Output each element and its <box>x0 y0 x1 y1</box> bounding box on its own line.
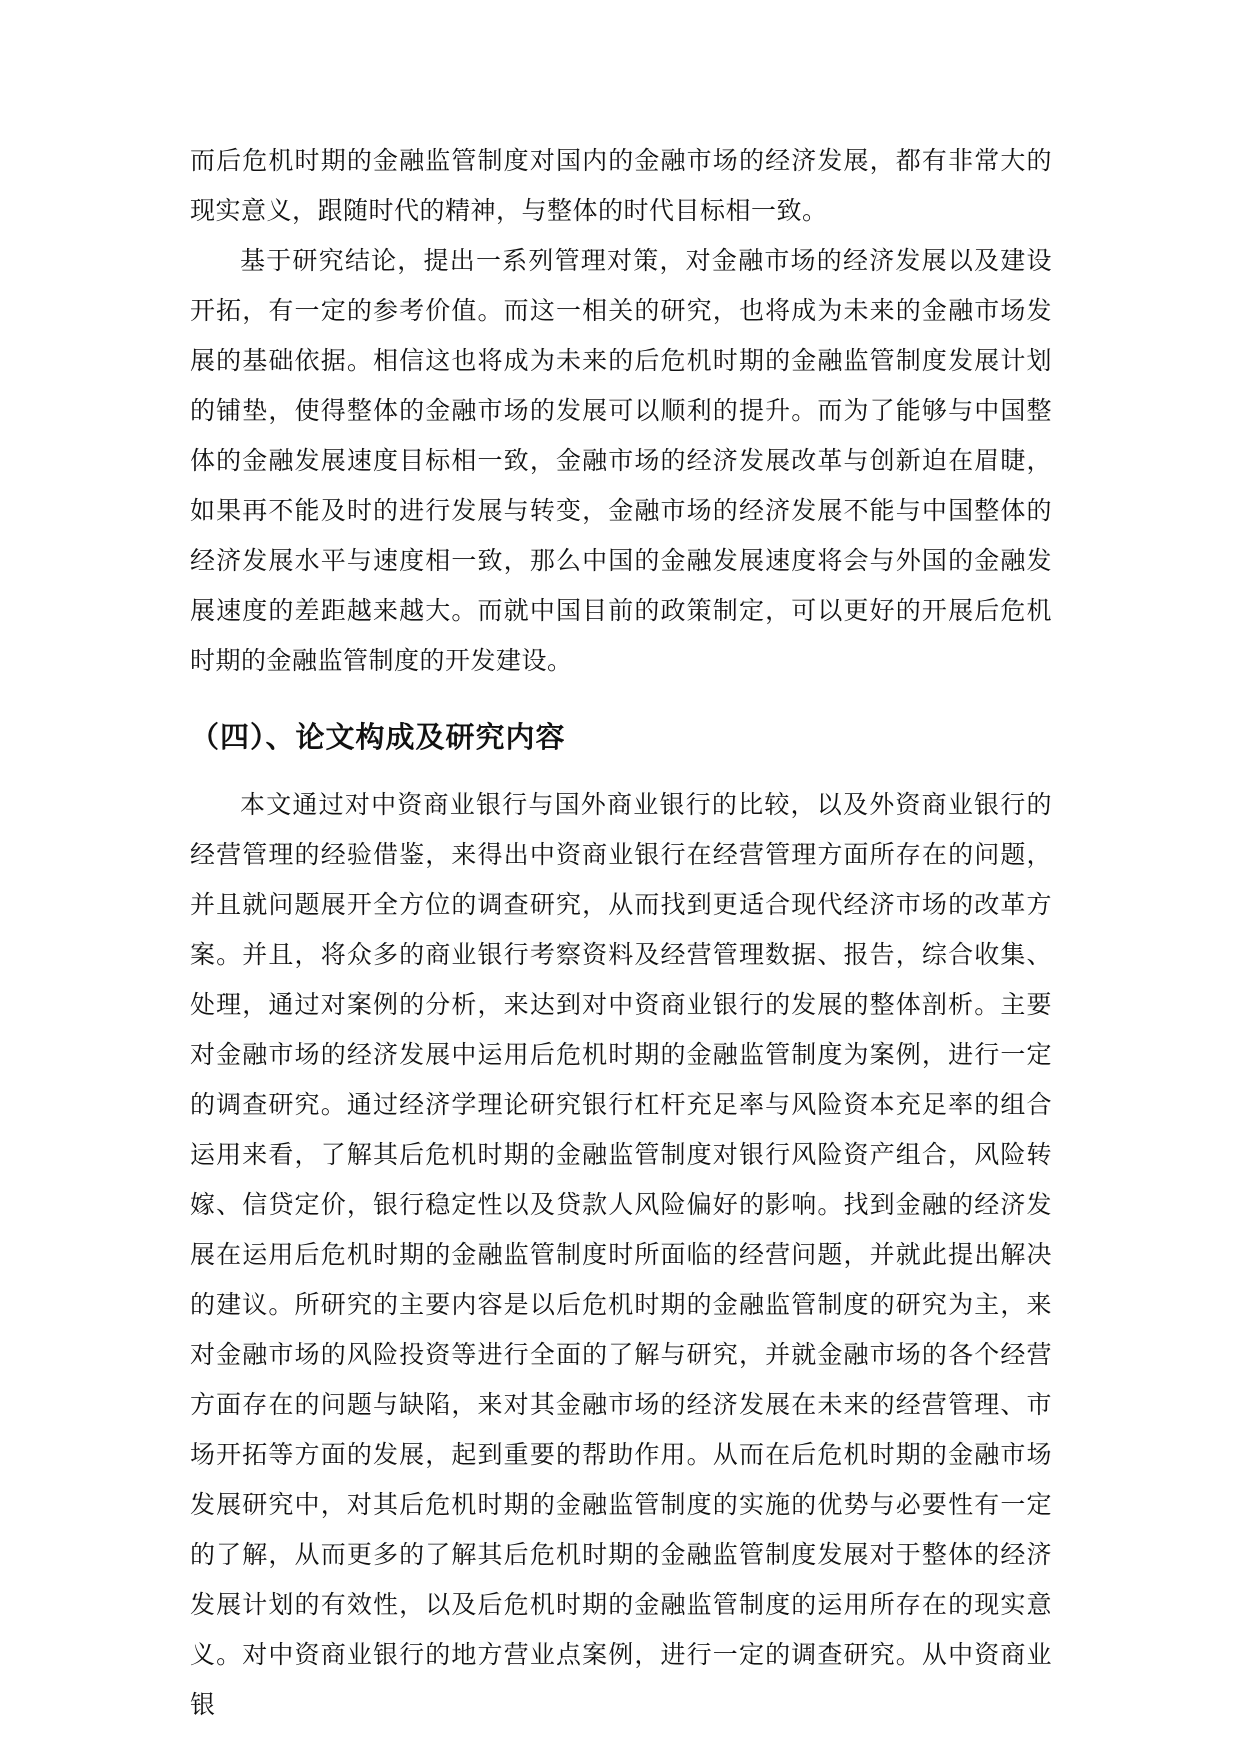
paragraph-conclusion-value: 基于研究结论，提出一系列管理对策，对金融市场的经济发展以及建设开拓，有一定的参考价值。而这一相关的研究，也将成为未来的金融市场发展的基础依据。相信这也将成为未来的后危机时期的金融监管制度发展计划的铺垫，使得整体的金融市场的发展可以顺利的提升。而为了能够与中国整体的金融发展速度目标相一致，金融市场的经济发展改革与创新迫在眉睫，如果再不能及时的进行发展与转变，金融市场的经济发展不能与中国整体的经济发展水平与速度相一致，那么中国的金融发展速度将会与外国的金融发展速度的差距越来越大。而就中国目前的政策制定，可以更好的开展后危机时期的金融监管制度的开发建设。 <box>190 246 1052 675</box>
section-heading: （四）、论文构成及研究内容 <box>190 720 566 754</box>
document-body <box>190 136 1052 1730</box>
paragraph-continuation: 而后危机时期的金融监管制度对国内的金融市场的经济发展，都有非常大的现实意义，跟随时代的精神，与整体的时代目标相一致。 <box>190 146 1052 225</box>
paragraph-structure-content: 本文通过对中资商业银行与国外商业银行的比较，以及外资商业银行的经营管理的经验借鉴，来得出中资商业银行在经营管理方面所存在的问题，并且就问题展开全方位的调查研究，从而找到更适合现代经济市场的改革方案。并且，将众多的商业银行考察资料及经营管理数据、报告，综合收集、处理，通过对案例的分析，来达到对中资商业银行的发展的整体剖析。主要对金融市场的经济发展中运用后危机时期的金融监管制度为案例，进行一定的调查研究。通过经济学理论研究银行杠杆充足率与风险资本充足率的组合运用来看，了解其后危机时期的金融监管制度对银行风险资产组合，风险转嫁、信贷定价，银行稳定性以及贷款人风险偏好的影响。找到金融的经济发展在运用后危机时期的金融监管制度时所面临的经营问题，并就此提出解决的建议。所研究的主要内容是以后危机时期的金融监管制度的研究为主，来对金融市场的风险投资等进行全面的了解与研究，并就金融市场的各个经营方面存在的问题与缺陷，来对其金融市场的经济发展在未来的经营管理、市场开拓等方面的发展，起到重要的帮助作用。从而在后危机时期的金融市场发展研究中，对其后危机时期的金融监管制度的实施的优势与必要性有一定的了解，从而更多的了解其后危机时期的金融监管制度发展对于整体的经济发展计划的有效性，以及后危机时期的金融监管制度的运用所存在的现实意义。对中资商业银行的地方营业点案例，进行一定的调查研究。从中资商业银 <box>190 790 1052 1719</box>
